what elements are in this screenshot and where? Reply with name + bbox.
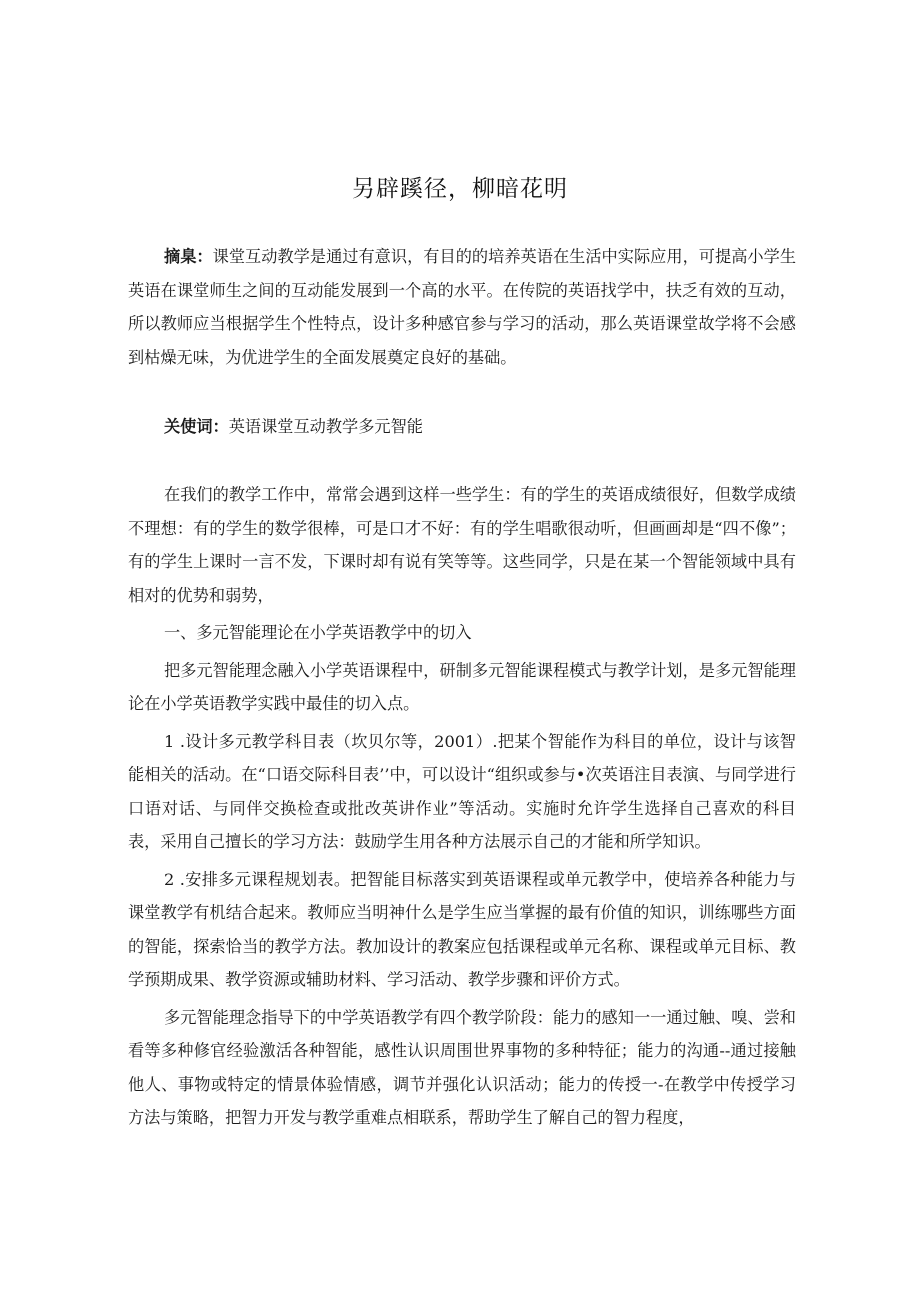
section-heading: 一、多元智能理论在小学英语教学中的切入 [164,623,472,642]
paragraph: 多元智能理念指导下的中学英语教学有四个教学阶段：能力的感知一一通过触、嗅、尝和看等多种修官经验激活各种智能，感性认识周围世界事物的多种特征；能力的沟通--通过接触他人、事物或特定的情景体验情感，调节并强化认识活动；能力的传授一-在教学中传授学习方法与策略，把智力开发与教学重难点相联系，帮助学生了解自己的智力程度， [128,1007,796,1127]
keywords-label: 关使词： [164,417,229,436]
paragraph: 在我们的教学工作中，常常会遇到这样一些学生：有的学生的英语成绩很好，但数学成绩不理想：有的学生的数学很棒，可是口才不好：有的学生唱歌很动听，但画画却是“四不像”；有的学生上课时一言不发，下课时却有说有笑等等。这些同学，只是在某一个智能领域中具有相对的优势和弱势， [128,485,796,605]
paragraph: 把多元智能理念融入小学英语课程中，研制多元智能课程模式与教学计划，是多元智能理论在小学英语教学实践中最佳的切入点。 [128,660,796,713]
body-text [128,478,796,1135]
abstract-paragraph [128,240,796,374]
paragraph: 2 .安排多元课程规划表。把智能目标落实到英语课程或单元教学中，使培养各种能力与课堂教学有机结合起来。教师应当明神什么是学生应当掌握的最有价值的知识，训练哪些方面的智能，探索恰当的教学方法。教加设计的教案应包括课程或单元名称、课程或单元目标、教学预期成果、教学资源或辅助材料、学习活动、教学步骤和评价方式。 [128,869,796,989]
paragraph: 1 .设计多元教学科目表（坎贝尔等，2001）.把某个智能作为科目的单位，设计与该智能相关的活动。在“口语交际科目表’’中，可以设计“组织或参与•次英语注目表演、与同学进行口语对话、与同伴交换检查或批改英讲作业”等活动。实施时允许学生选择自己喜欢的科目表，采用自己擅长的学习方法：鼓励学生用各种方法展示自己的才能和所学知识。 [128,731,796,851]
abstract-label: 摘臬： [164,247,213,266]
keywords-text: 英语课堂互动教学多元智能 [228,417,423,436]
abstract-text: 课堂互动教学是通过有意识，有目的的培养英语在生活中实际应用，可提高小学生英语在课堂师生之间的互动能发展到一个高的水平。在传院的英语找学中，扶乏有效的互动，所以教师应当根据学生个性特点，设计多种感官参与学习的活动，那么英语课堂故学将不会感到枯燥无味，为优进学生的全面发展奠定良好的基础。 [128,247,797,367]
document-title: 另辟蹊径，柳暗花明 [352,176,568,202]
keywords-line [128,410,796,444]
